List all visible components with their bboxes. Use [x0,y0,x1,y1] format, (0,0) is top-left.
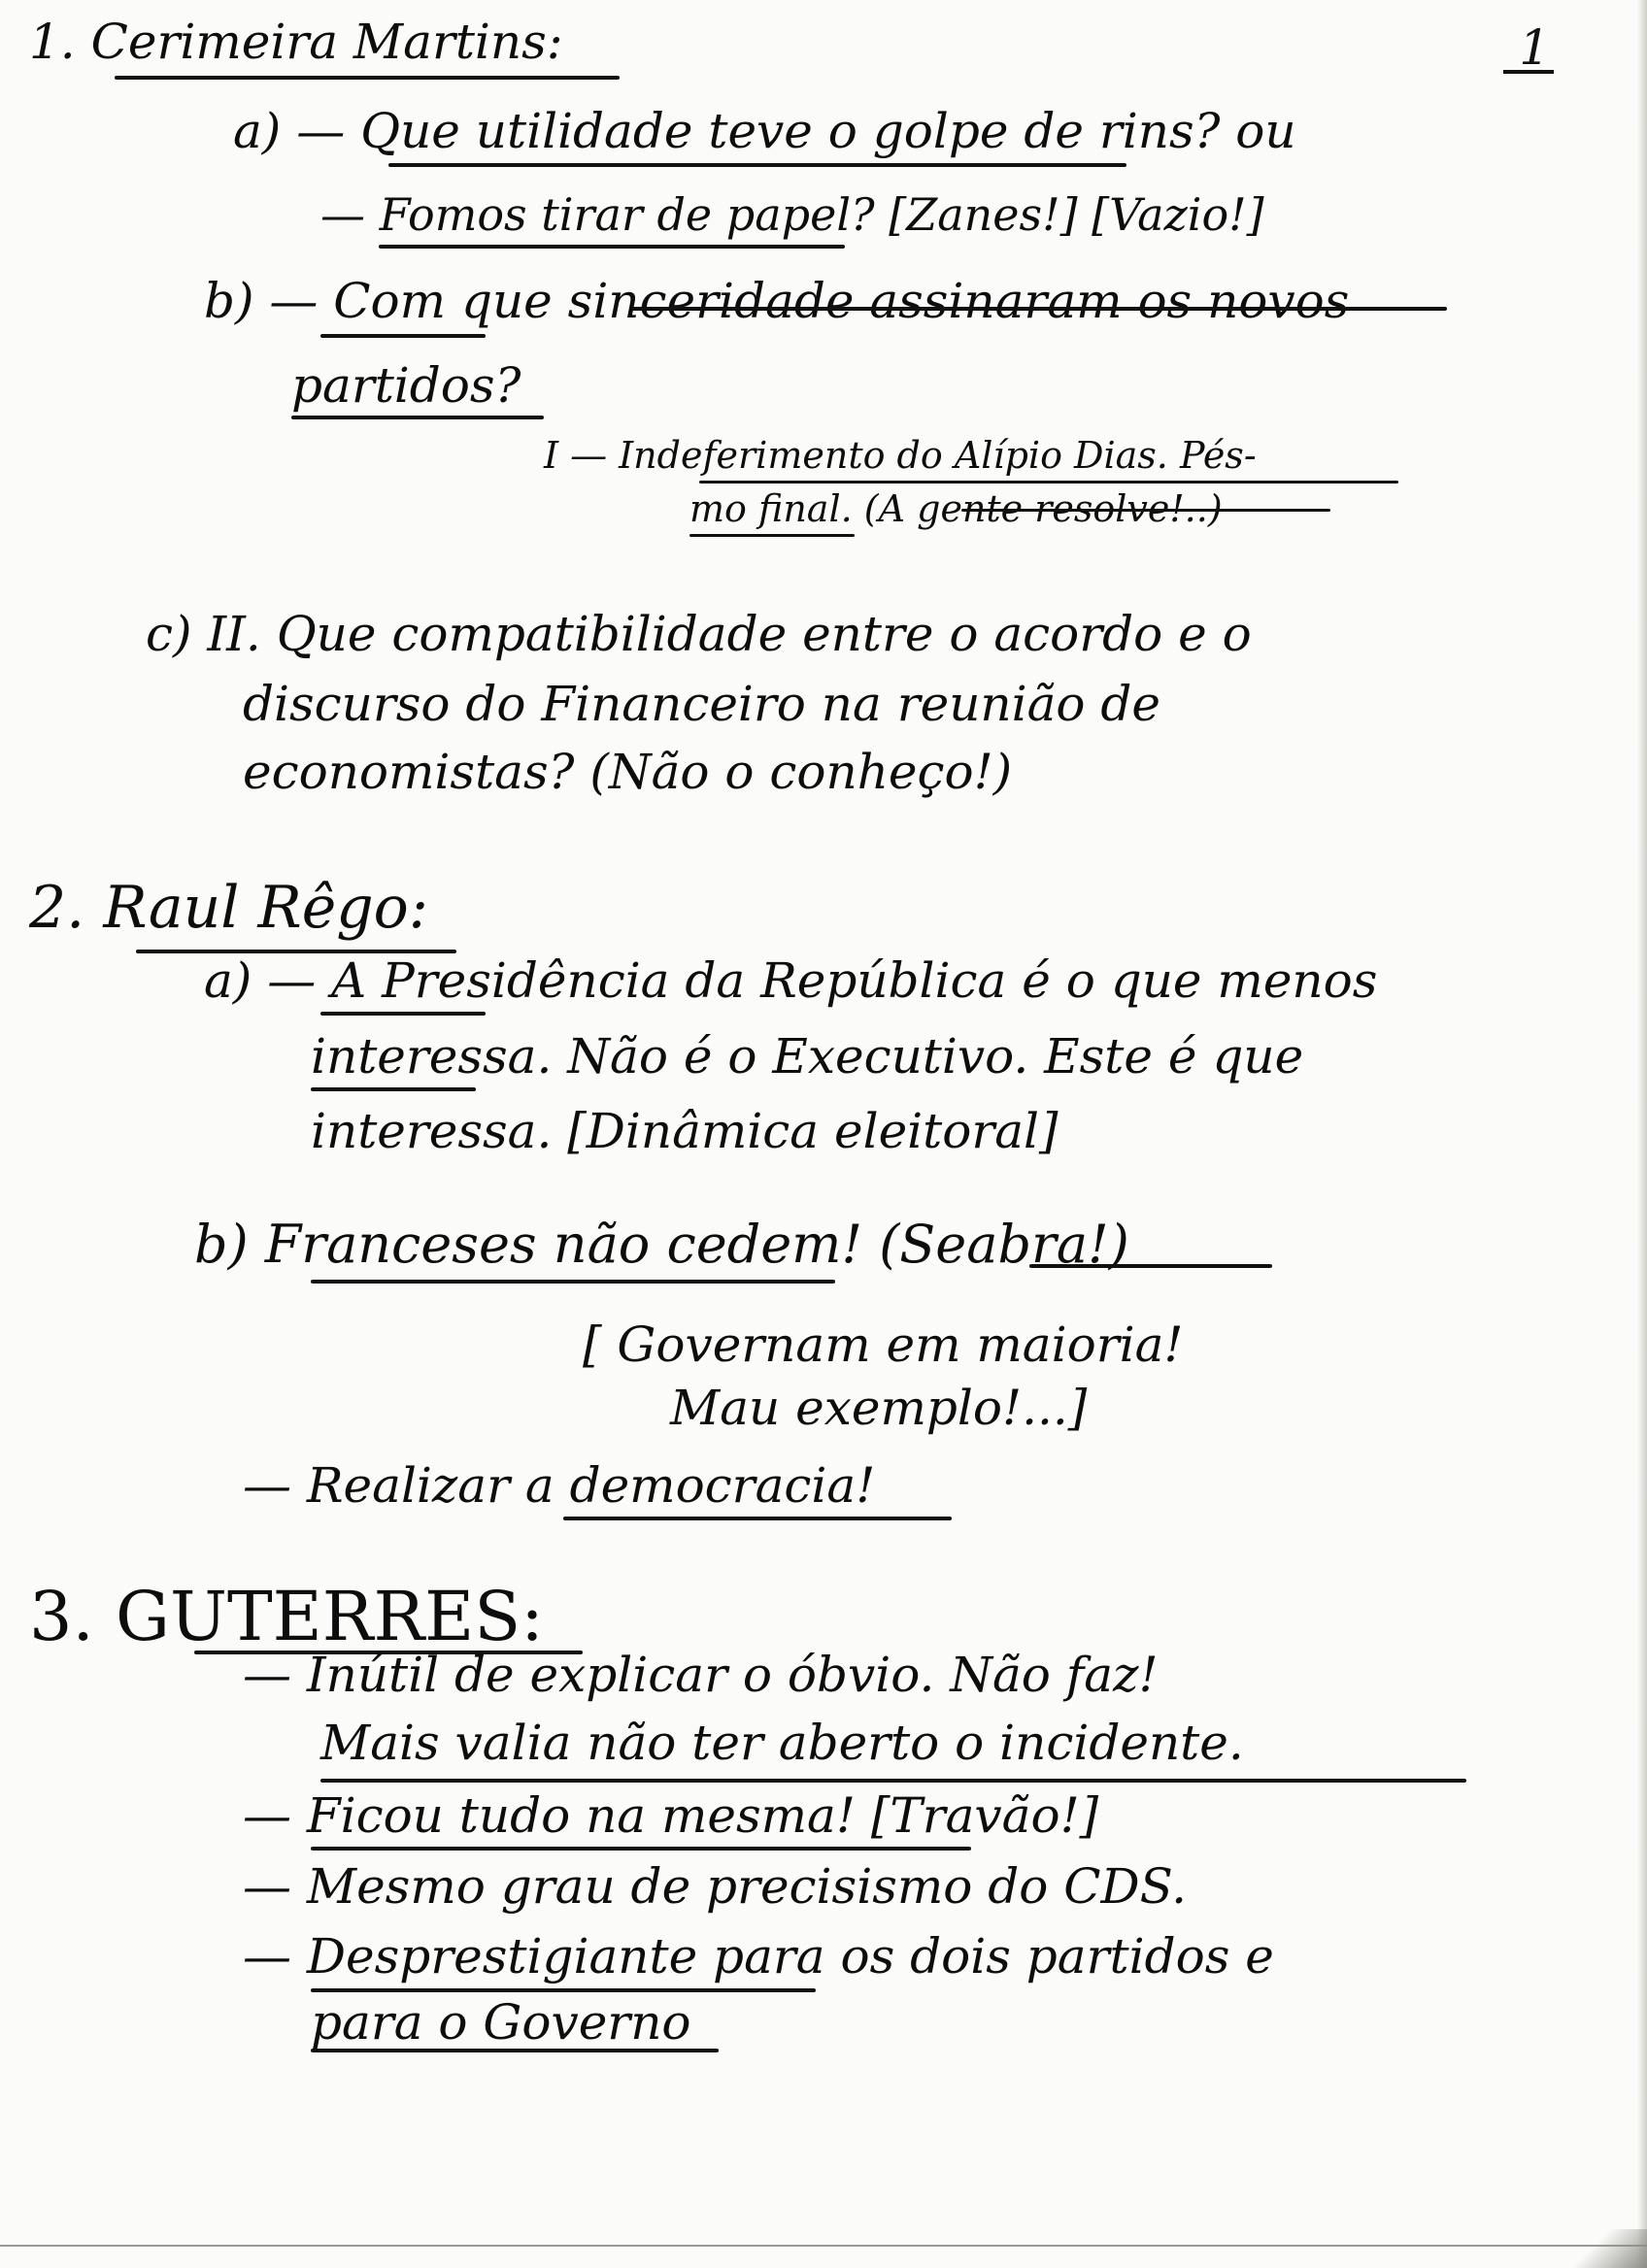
section-2-b-line-1: b) Franceses não cedem! (Seabra!) [194,1214,1129,1275]
section-3-line-3: — Ficou tudo na mesma! [Travão!] [243,1787,1099,1844]
section-2-b-line-3: Mau exemplo!...] [670,1380,1088,1436]
section-2-a-line-2: interessa. Não é o Executivo. Este é que [311,1028,1304,1084]
section-3-underline-2 [320,1779,1466,1783]
section-3-underline-5 [311,1988,816,1992]
section-1-title: 1. Cerimeira Martins: [29,14,563,70]
section-1-b-underline-1b [631,307,1447,311]
section-3-line-6: para o Governo [311,1994,691,2051]
section-1-i-line-2: mo final. (A gente resolve!..) [689,487,1223,530]
section-1-b-line-2: partidos? [291,357,521,414]
section-1-i-underline-1 [699,481,1398,484]
section-3-line-1: — Inútil de explicar o óbvio. Não faz! [243,1647,1159,1703]
section-1-i-line-1: I — Indeferimento do Alípio Dias. Pés- [544,434,1257,477]
scan-corner-shadow [1560,2229,1647,2268]
section-3-line-2: Mais valia não ter aberto o incidente. [320,1715,1244,1771]
section-3-line-4: — Mesmo grau de precisismo do CDS. [243,1858,1187,1915]
section-2-a-underline-2 [311,1087,476,1091]
section-2-b-line-2: [ Governam em maioria! [583,1317,1184,1373]
section-1-a-underline-1 [388,163,1126,167]
section-2-a-underline-1 [320,1012,486,1016]
section-3-underline-3 [311,1847,971,1851]
section-2-a-line-1: a) — A Presidência da República é o que menos [204,952,1378,1009]
section-1-b-underline-1a [320,334,486,338]
section-1-ii-line-3: economistas? (Não o conheço!) [243,744,1013,800]
page-number: 1 [1519,19,1550,76]
scan-right-edge [1637,0,1647,2268]
section-1-title-underline [115,76,620,80]
section-2-title: 2. Raul Rêgo: [29,874,428,942]
section-1-b-line-1: b) — Com que sinceridade assinaram os novos [204,273,1350,329]
scan-bottom-edge [0,2245,1647,2247]
section-1-ii-line-1: c) II. Que compatibilidade entre o acordo e o [146,606,1252,662]
section-2-b-underline-1 [311,1280,835,1284]
page-number-underline [1503,70,1554,74]
section-3-line-5: — Desprestigiante para os dois partidos e [243,1928,1274,1984]
section-1-a-line-1: a) — Que utilidade teve o golpe de rins? ou [233,103,1296,159]
section-1-ii-line-2: discurso do Financeiro na reunião de [243,676,1160,732]
section-3-underline-6 [311,2049,719,2052]
section-1-b-underline-2 [291,416,544,419]
section-1-a-line-2: — Fomos tirar de papel? [Zanes!] [Vazio!] [320,188,1264,241]
section-2-b-underline-2 [1029,1264,1272,1268]
section-2-c-underline [563,1517,952,1520]
section-1-i-underline-2b [961,509,1330,512]
section-3-title: 3. GUTERRES: [29,1577,544,1656]
section-1-a-underline-2 [379,245,845,249]
section-1-i-underline-2a [689,534,855,537]
section-2-a-line-3: interessa. [Dinâmica eleitoral] [311,1103,1059,1159]
section-2-c-line-1: — Realizar a democracia! [243,1457,876,1514]
